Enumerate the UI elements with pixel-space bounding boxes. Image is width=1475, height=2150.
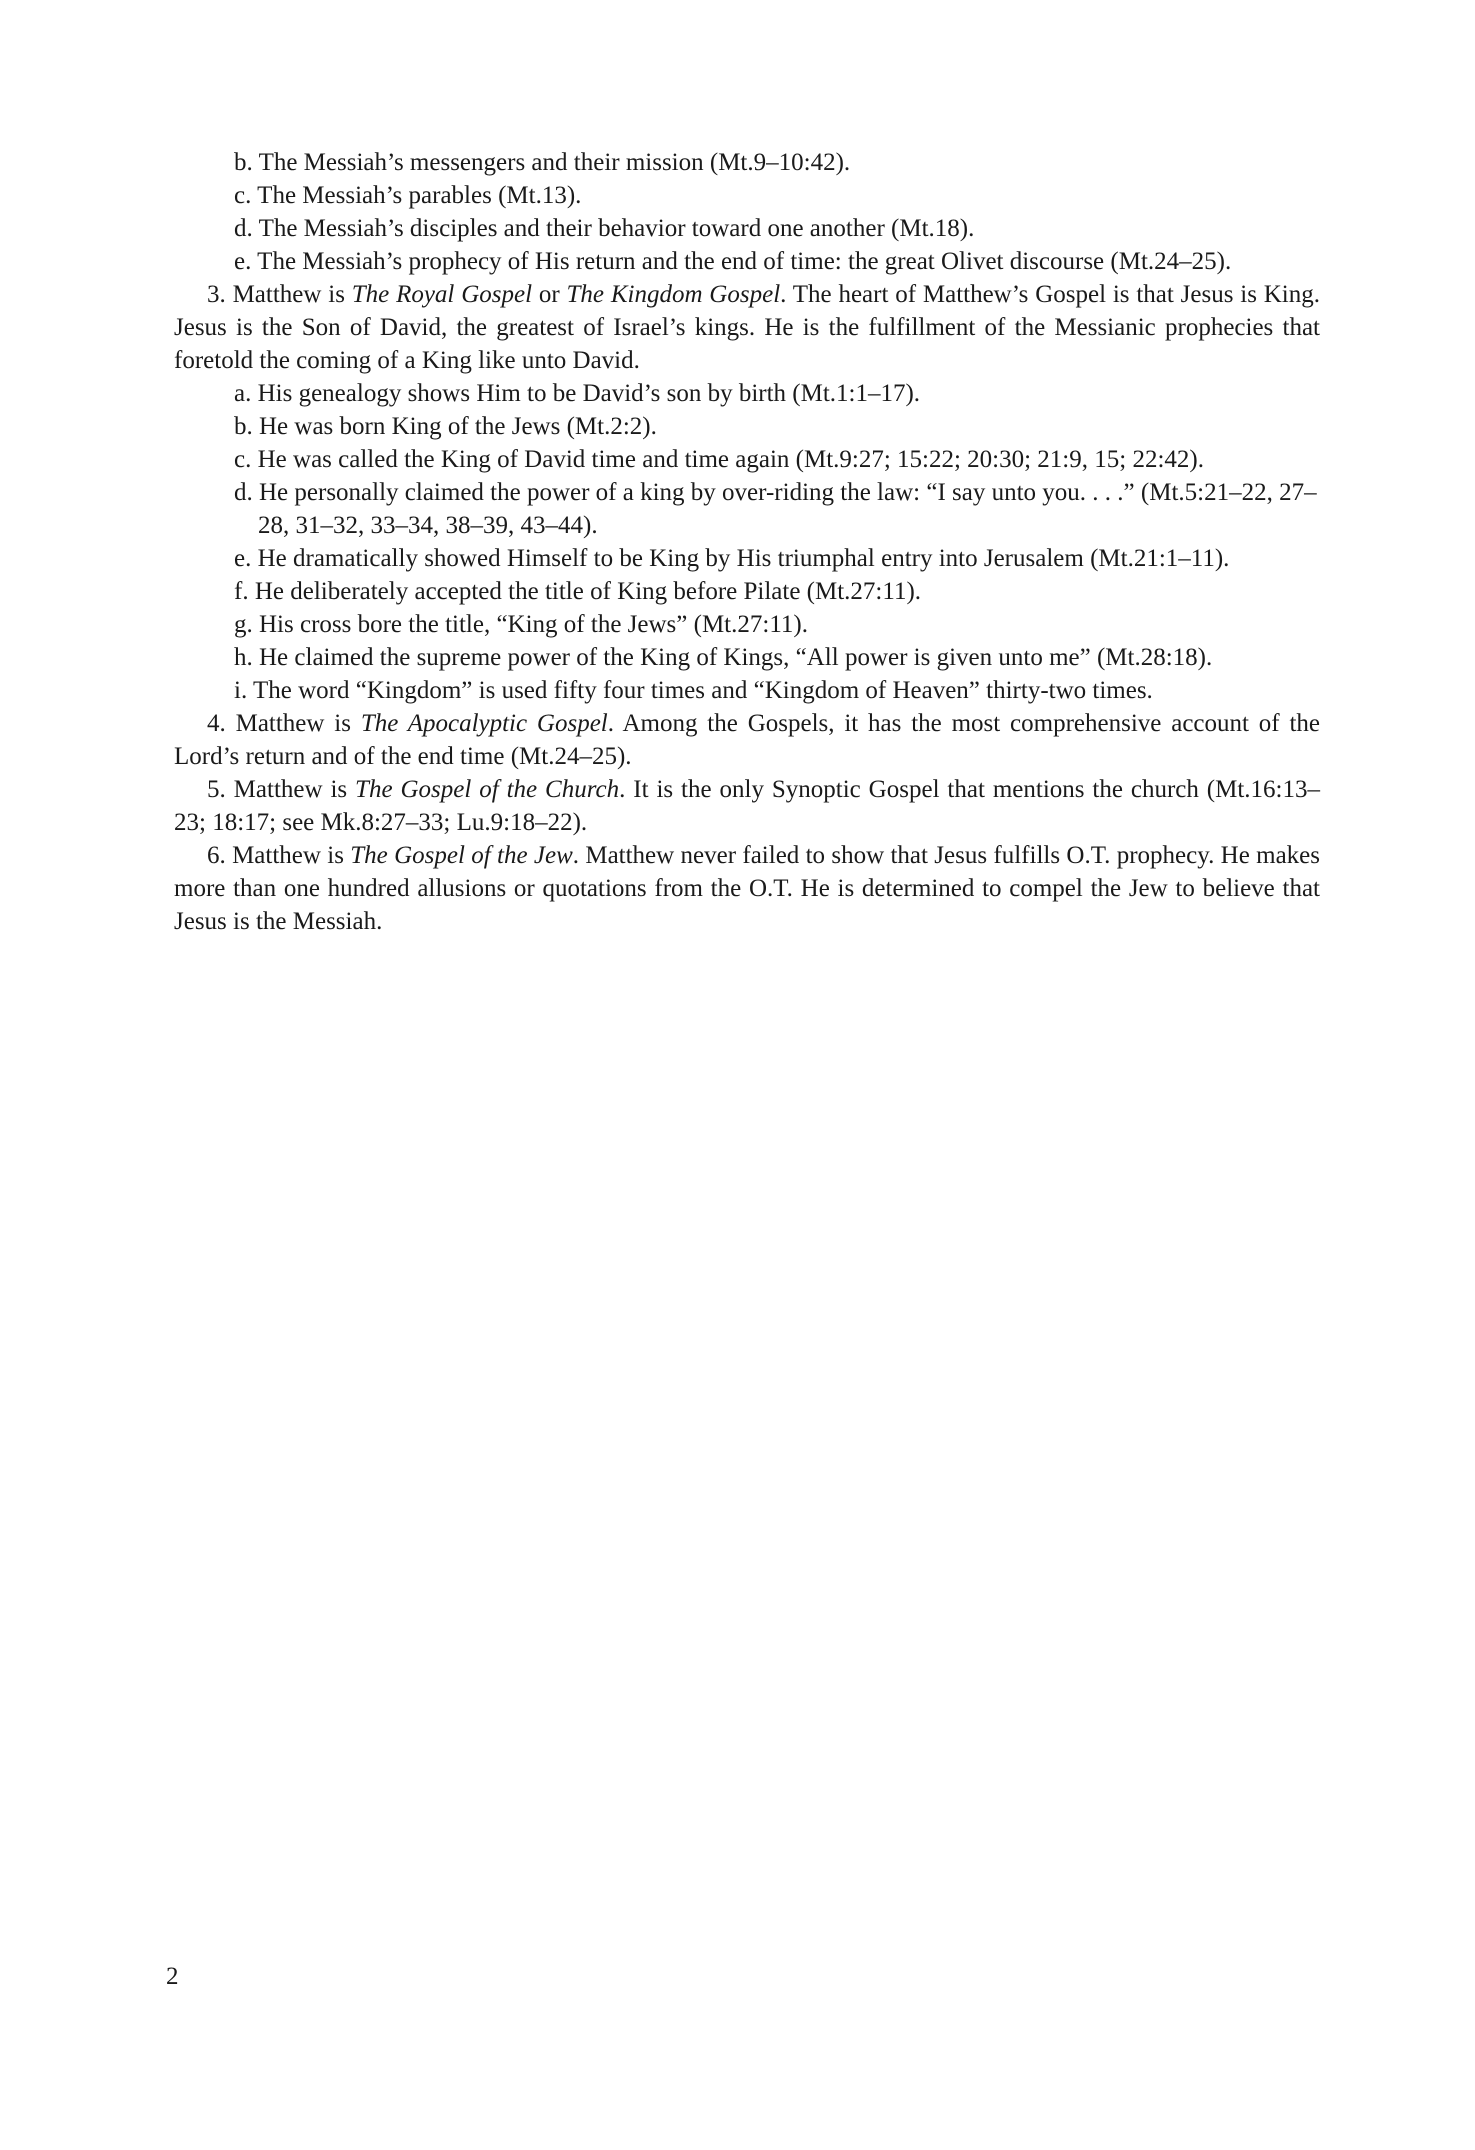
list-item: e. He dramatically showed Himself to be King by His triumphal entry into Jerusalem (Mt.21:1–11). <box>234 545 1230 572</box>
list-item: h. He claimed the supreme power of the King of Kings, “All power is given unto me” (Mt.28:18). <box>234 644 1213 671</box>
page-number: 2 <box>166 1963 179 1990</box>
list-item: c. He was called the King of David time and time again (Mt.9:27; 15:22; 20:30; 21:9, 15; 22:42). <box>234 446 1204 473</box>
list-item: d. He personally claimed the power of a king by over-riding the law: “I say unto you. . . .” (Mt.5:21–22, 27–28, 31–32, 33–34, 38–39, 43–44). <box>234 479 1317 539</box>
list-item: b. The Messiah’s messengers and their mission (Mt.9–10:42). <box>234 149 851 176</box>
list-item: g. His cross bore the title, “King of the Jews” (Mt.27:11). <box>234 611 808 638</box>
list-item: f. He deliberately accepted the title of King before Pilate (Mt.27:11). <box>234 578 922 605</box>
page-body <box>174 146 1320 938</box>
paragraph-gospel-of-jew: 6. Matthew is The Gospel of the Jew. Matthew never failed to show that Jesus fulfills O.T. prophecy. He makes more than one hundred allusions or quotations from the O.T. He is determined to compel the Jew to believe that Jesus is the Messiah. <box>174 842 1321 935</box>
list-item: e. The Messiah’s prophecy of His return and the end of time: the great Olivet discourse (Mt.24–25). <box>234 248 1232 275</box>
paragraph-apocalyptic-gospel: 4. Matthew is The Apocalyptic Gospel. Among the Gospels, it has the most comprehensive account of the Lord’s return and of the end time (Mt.24–25). <box>174 710 1320 770</box>
list-item: c. The Messiah’s parables (Mt.13). <box>234 182 582 209</box>
list-item: a. His genealogy shows Him to be David’s son by birth (Mt.1:1–17). <box>234 380 921 407</box>
list-item: d. The Messiah’s disciples and their behavior toward one another (Mt.18). <box>234 215 975 242</box>
paragraph-gospel-of-church: 5. Matthew is The Gospel of the Church. It is the only Synoptic Gospel that mentions the church (Mt.16:13–23; 18:17; see Mk.8:27–33; Lu.9:18–22). <box>174 776 1320 836</box>
list-item: b. He was born King of the Jews (Mt.2:2). <box>234 413 657 440</box>
paragraph-royal-gospel: 3. Matthew is The Royal Gospel or The Kingdom Gospel. The heart of Matthew’s Gospel is that Jesus is King. Jesus is the Son of David, the greatest of Israel’s kings. He is the fulfillment of the Messianic prophecies that foretold the coming of a King like unto David. <box>174 281 1321 374</box>
list-item: i. The word “Kingdom” is used fifty four times and “Kingdom of Heaven” thirty-two times. <box>234 677 1153 704</box>
